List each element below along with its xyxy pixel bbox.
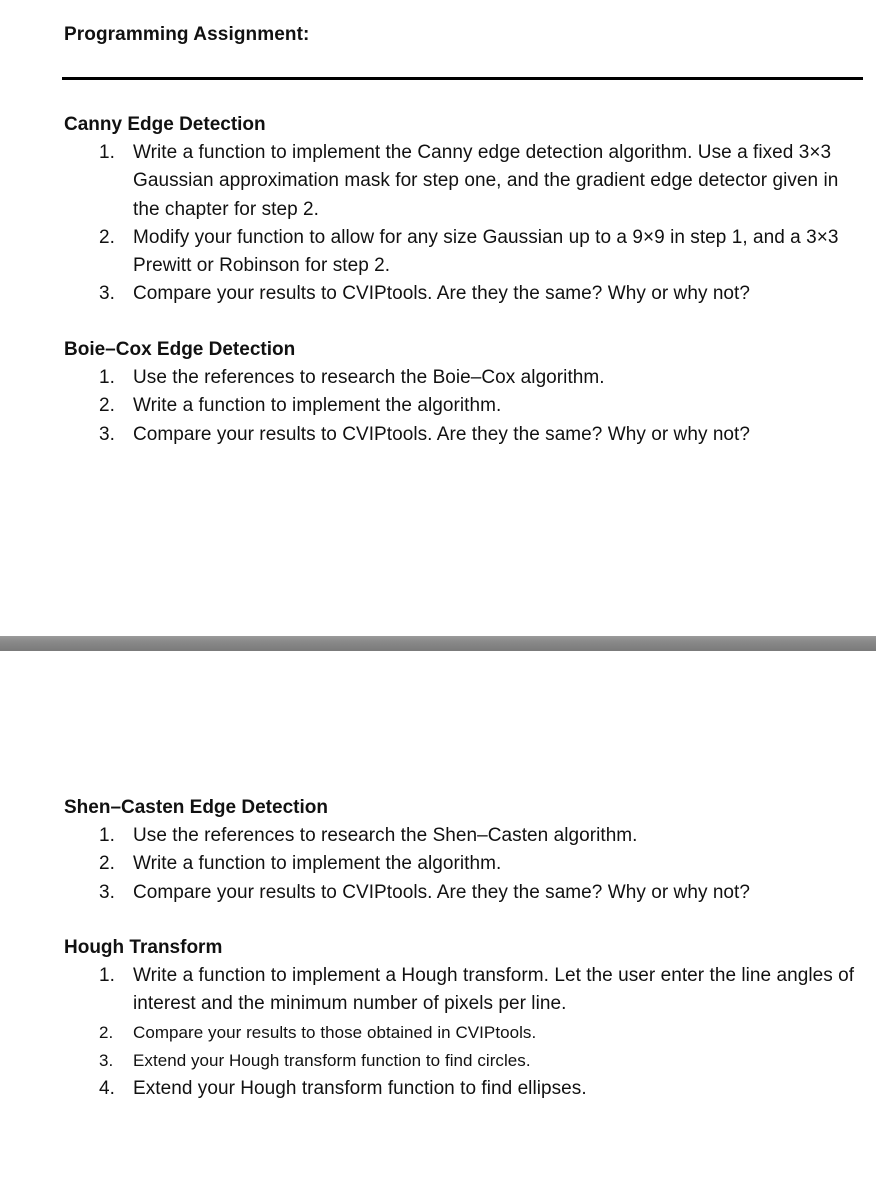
item-text: Compare your results to those obtained in CVIPtools. bbox=[133, 1022, 537, 1042]
item-number: 2. bbox=[99, 1022, 114, 1042]
item-number: 2. bbox=[99, 226, 115, 248]
item-text: Extend your Hough transform function to find circles. bbox=[133, 1050, 531, 1070]
item-number: 3. bbox=[99, 283, 115, 305]
item-number: 2. bbox=[99, 395, 115, 417]
title-divider bbox=[62, 77, 863, 80]
list-item bbox=[64, 392, 864, 420]
list-item bbox=[64, 280, 864, 308]
page-break-bar bbox=[0, 636, 876, 651]
item-list bbox=[64, 962, 864, 1103]
section-canny-edge-detection bbox=[64, 111, 864, 309]
item-text: Compare your results to CVIPtools. Are they the same? Why or why not? bbox=[133, 423, 750, 445]
item-number: 3. bbox=[99, 881, 115, 903]
item-number: 1. bbox=[99, 965, 115, 986]
item-text: Use the references to research the Shen–Casten algorithm. bbox=[133, 825, 638, 846]
item-text: Use the references to research the Boie–Cox algorithm. bbox=[133, 367, 605, 388]
item-number: 3. bbox=[99, 1050, 114, 1070]
item-text: Write a function to implement the algorithm. bbox=[133, 395, 502, 417]
item-list bbox=[64, 364, 864, 449]
item-text: Write a function to implement a Hough transform. Let the user enter the line angles of interest and the minimum number of pixels per line. bbox=[133, 965, 855, 1015]
section-heading: Boie–Cox Edge Detection bbox=[64, 339, 296, 360]
item-text: Extend your Hough transform function to find ellipses. bbox=[133, 1078, 587, 1100]
list-item bbox=[64, 962, 864, 1019]
item-number: 2. bbox=[99, 853, 115, 875]
item-text: Write a function to implement the Canny edge detection algorithm. Use a fixed 3×3 Gaussian approximation mask for step one, and the gradient edge detector given in the chapter for step 2. bbox=[133, 142, 839, 220]
section-boie-cox-edge-detection bbox=[64, 336, 864, 449]
list-item bbox=[64, 421, 864, 449]
list-item bbox=[64, 850, 864, 878]
list-item bbox=[64, 1047, 864, 1075]
list-item bbox=[64, 139, 864, 224]
item-list bbox=[64, 139, 864, 309]
list-item bbox=[64, 364, 864, 392]
list-item bbox=[64, 822, 864, 850]
item-number: 3. bbox=[99, 423, 115, 445]
section-hough-transform bbox=[64, 934, 864, 1103]
item-text: Modify your function to allow for any size Gaussian up to a 9×9 in step 1, and a 3×3 Prewitt or Robinson for step 2. bbox=[133, 226, 839, 277]
item-number: 1. bbox=[99, 142, 115, 163]
section-heading: Hough Transform bbox=[64, 937, 223, 958]
item-number: 1. bbox=[99, 367, 115, 388]
list-item bbox=[64, 1075, 864, 1103]
page-title: Programming Assignment: bbox=[64, 24, 310, 45]
item-text: Compare your results to CVIPtools. Are they the same? Why or why not? bbox=[133, 881, 750, 903]
list-item bbox=[64, 879, 864, 907]
list-item bbox=[64, 1019, 864, 1047]
section-heading: Shen–Casten Edge Detection bbox=[64, 797, 328, 818]
item-number: 1. bbox=[99, 825, 115, 846]
item-number: 4. bbox=[99, 1078, 115, 1100]
section-shen-casten-edge-detection bbox=[64, 794, 864, 907]
list-item bbox=[64, 224, 864, 281]
item-list bbox=[64, 822, 864, 907]
item-text: Write a function to implement the algorithm. bbox=[133, 853, 502, 875]
section-heading: Canny Edge Detection bbox=[64, 114, 266, 135]
item-text: Compare your results to CVIPtools. Are they the same? Why or why not? bbox=[133, 283, 750, 305]
